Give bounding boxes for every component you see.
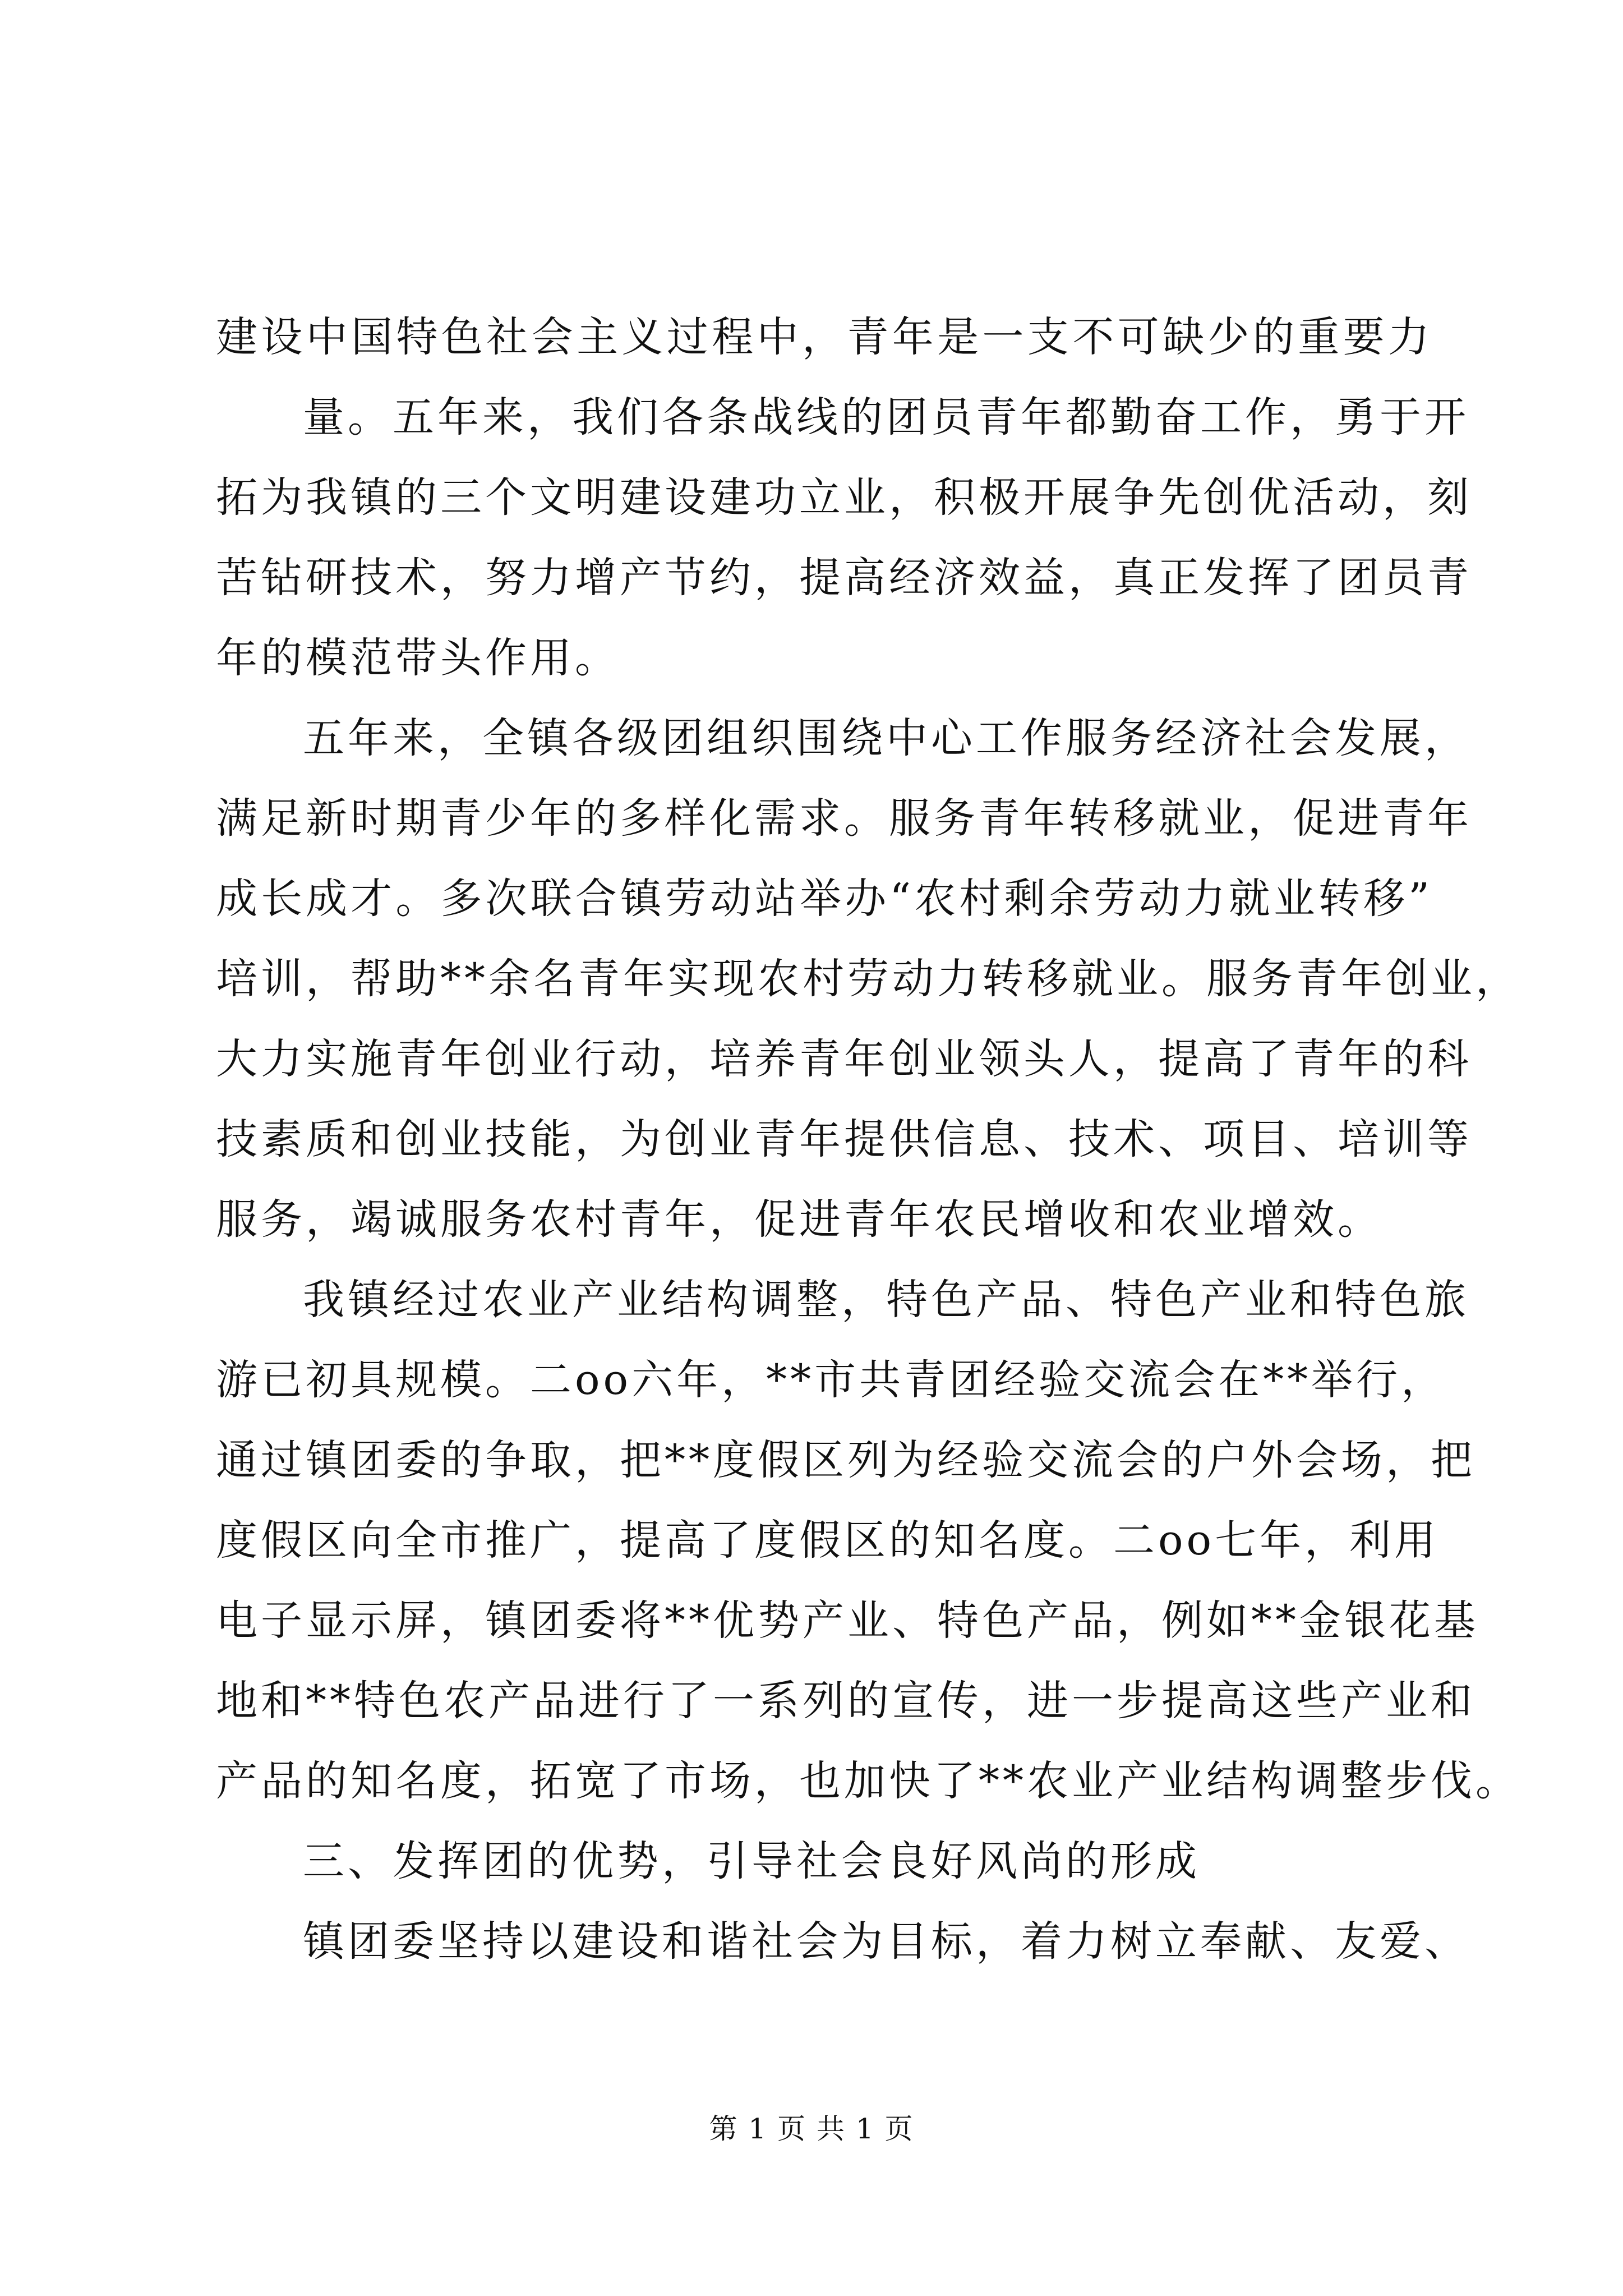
text-line: 产品的知名度，拓宽了市场，也加快了**农业产业结构调整步伐。 xyxy=(216,1757,1520,1805)
document-body xyxy=(216,297,1520,1982)
text-line: 通过镇团委的争取，把**度假区列为经验交流会的户外会场，把 xyxy=(216,1436,1476,1484)
text-line: 服务，竭诚服务农村青年，促进青年农民增收和农业增效。 xyxy=(216,1195,1382,1244)
text-line: 电子显示屏，镇团委将**优势产业、特色产品，例如**金银花基 xyxy=(216,1596,1479,1645)
text-line: 游已初具规模。二oo六年，**市共青团经验交流会在**举行， xyxy=(216,1356,1446,1404)
page-footer xyxy=(0,2109,1623,2148)
text-line: 苦钻研技术，努力增产节约，提高经济效益，真正发挥了团员青 xyxy=(216,554,1472,602)
text-line: 满足新时期青少年的多样化需求。服务青年转移就业，促进青年 xyxy=(216,794,1472,843)
text-line: 建设中国特色社会主义过程中，青年是一支不可缺少的重要力 xyxy=(216,313,1433,361)
text-line: 地和**特色农产品进行了一系列的宣传，进一步提高这些产业和 xyxy=(216,1677,1476,1725)
text-line: 培训，帮助**余名青年实现农村劳动力转移就业。服务青年创业， xyxy=(216,955,1520,1003)
section-heading: 三、发挥团的优势，引导社会良好风尚的形成 xyxy=(303,1837,1200,1885)
text-line: 五年来，全镇各级团组织围绕中心工作服务经济社会发展， xyxy=(303,714,1469,762)
text-line: 大力实施青年创业行动，培养青年创业领头人，提高了青年的科 xyxy=(216,1035,1472,1083)
text-line: 我镇经过农业产业结构调整，特色产品、特色产业和特色旅 xyxy=(303,1276,1469,1324)
text-line: 量。五年来，我们各条战线的团员青年都勤奋工作，勇于开 xyxy=(303,393,1469,441)
text-line: 度假区向全市推广，提高了度假区的知名度。二oo七年，利用 xyxy=(216,1516,1440,1565)
text-line: 成长成才。多次联合镇劳动站举办“农村剩余劳动力就业转移” xyxy=(216,875,1433,923)
text-line: 技素质和创业技能，为创业青年提供信息、技术、项目、培训等 xyxy=(216,1115,1472,1163)
text-line: 拓为我镇的三个文明建设建功立业，积极开展争先创优活动，刻 xyxy=(216,473,1472,522)
text-line: 年的模范带头作用。 xyxy=(216,634,620,682)
page-number-label: 第 1 页 共 1 页 xyxy=(709,2113,914,2145)
text-line: 镇团委坚持以建设和谐社会为目标，着力树立奉献、友爱、 xyxy=(303,1917,1469,1966)
